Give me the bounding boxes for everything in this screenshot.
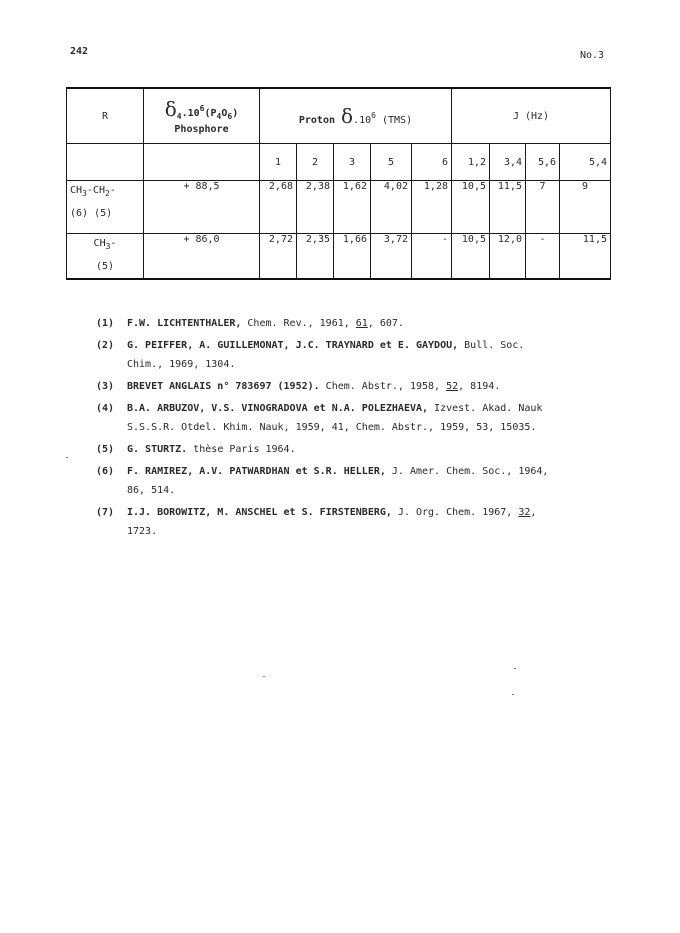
r-formula: $CH_3-$ [93, 238, 117, 251]
reference-item [96, 399, 606, 437]
delta-symbol: δ [164, 97, 177, 121]
blank-cell [144, 144, 260, 181]
reference-source: J. Amer. Chem. Soc., 1964, [385, 466, 549, 477]
reference-authors: G. STURTZ. [127, 444, 188, 455]
proton-col-2: 2 [297, 144, 334, 181]
proton-shift: 2,35 [297, 234, 334, 280]
coupling-constant: 12,0 [490, 234, 526, 280]
scan-speck [263, 676, 265, 677]
reference-source: J. Org. Chem. 1967, [391, 507, 519, 518]
reference-authors: F.W. LICHTENTHALER, [127, 318, 242, 329]
r-group-cell [67, 181, 144, 234]
reference-continuation: S.S.S.R. Otdel. Khim. Nauk, 1959, 41, Chem. Abstr., 1959, 53, 15035. [127, 422, 537, 433]
coupling-constant: 7 [526, 181, 560, 234]
reference-number: (7) [96, 507, 115, 518]
j-col-5-6: 5,6 [526, 144, 560, 181]
reference-volume: 32 [518, 507, 531, 518]
reference-number: (1) [96, 318, 115, 329]
reference-number: (2) [96, 340, 115, 351]
reference-source: Izvest. Akad. Nauk [428, 403, 543, 414]
blank-cell [67, 144, 144, 181]
delta-symbol: δ [341, 104, 354, 128]
proton-shift: - [412, 234, 452, 280]
table-row [67, 181, 611, 234]
reference-item [96, 440, 606, 459]
reference-volume: 61 [355, 318, 368, 329]
r-numbering: (6) (5) [70, 208, 113, 219]
reference-number: (3) [96, 381, 115, 392]
table-row [67, 234, 611, 280]
reference-number: (5) [96, 444, 115, 455]
reference-number: (6) [96, 466, 115, 477]
reference-item: (3) BREVET ANGLAIS n° 783697 (1952). Chem. Abstr., 1958, 52, 8194. [96, 377, 606, 396]
reference-source: Chem. Rev., 1961, [241, 318, 356, 329]
phosphore-label: Phosphore [174, 124, 229, 135]
coupling-constant: 10,5 [452, 234, 490, 280]
col-header-phosphore: $\delta_4.10^6(P_4O_6)$ Phosphore [144, 88, 260, 144]
reference-continuation: 1723. [127, 526, 158, 537]
reference-authors: F. RAMIREZ, A.V. PATWARDHAN et S.R. HELLER, [127, 466, 386, 477]
references-list [96, 314, 606, 544]
coupling-constant: - [526, 234, 560, 280]
reference-source: thèse Paris 1964. [187, 444, 296, 455]
j-col-3-4: 3,4 [490, 144, 526, 181]
coupling-constant: 10,5 [452, 181, 490, 234]
proton-col-3: 3 [334, 144, 371, 181]
reference-authors: G. PEIFFER, A. GUILLEMONAT, J.C. TRAYNARD et E. GAYDOU, [127, 340, 459, 351]
col-header-proton: Proton $\delta.10^6$ (TMS) [260, 88, 452, 144]
reference-authors: I.J. BOROWITZ, M. ANSCHEL et S. FIRSTENBERG, [127, 507, 392, 518]
col-header-r: R [67, 88, 144, 144]
proton-shift: 2,68 [260, 181, 297, 234]
coupling-constant: 11,5 [490, 181, 526, 234]
reference-volume: 52 [446, 381, 459, 392]
j-col-1-2: 1,2 [452, 144, 490, 181]
page-number: 242 [70, 46, 89, 57]
proton-col-1: 1 [260, 144, 297, 181]
coupling-constant: 11,5 [560, 234, 611, 280]
issue-number: No.3 [580, 50, 605, 61]
reference-continuation: 86, 514. [127, 485, 176, 496]
proton-shift: 1,66 [334, 234, 371, 280]
r-group-cell [67, 234, 144, 280]
r-formula: $CH_3-CH_2-$ [70, 185, 116, 198]
nmr-data-table [66, 87, 611, 280]
reference-source: Bull. Soc. [458, 340, 525, 351]
proton-col-6: 6 [412, 144, 452, 181]
phosphore-shift: + 88,5 [144, 181, 260, 234]
proton-shift: 2,38 [297, 181, 334, 234]
reference-item: (7) I.J. BOROWITZ, M. ANSCHEL et S. FIRSTENBERG, J. Org. Chem. 1967, 32, 1723. [96, 503, 606, 541]
reference-item: (1) F.W. LICHTENTHALER, Chem. Rev., 1961, 61, 607. [96, 314, 606, 333]
j-col-5-4: 5,4 [560, 144, 611, 181]
proton-shift: 1,28 [412, 181, 452, 234]
reference-item [96, 462, 606, 500]
proton-shift: 1,62 [334, 181, 371, 234]
r-numbering: (5) [95, 261, 115, 272]
scan-speck [512, 694, 514, 695]
proton-col-5: 5 [371, 144, 412, 181]
phosphore-shift: + 86,0 [144, 234, 260, 280]
reference-continuation: Chim., 1969, 1304. [127, 359, 236, 370]
scan-speck [66, 457, 68, 458]
reference-authors: B.A. ARBUZOV, V.S. VINOGRADOVA et N.A. POLEZHAEVA, [127, 403, 429, 414]
col-header-j: J (Hz) [452, 88, 611, 144]
coupling-constant: 9 [560, 181, 611, 234]
proton-shift: 2,72 [260, 234, 297, 280]
reference-number: (4) [96, 403, 115, 414]
reference-item [96, 336, 606, 374]
scan-speck [514, 668, 516, 669]
proton-shift: 3,72 [371, 234, 412, 280]
reference-authors: BREVET ANGLAIS n° 783697 (1952). [127, 381, 320, 392]
proton-shift: 4,02 [371, 181, 412, 234]
reference-source: Chem. Abstr., 1958, [319, 381, 447, 392]
